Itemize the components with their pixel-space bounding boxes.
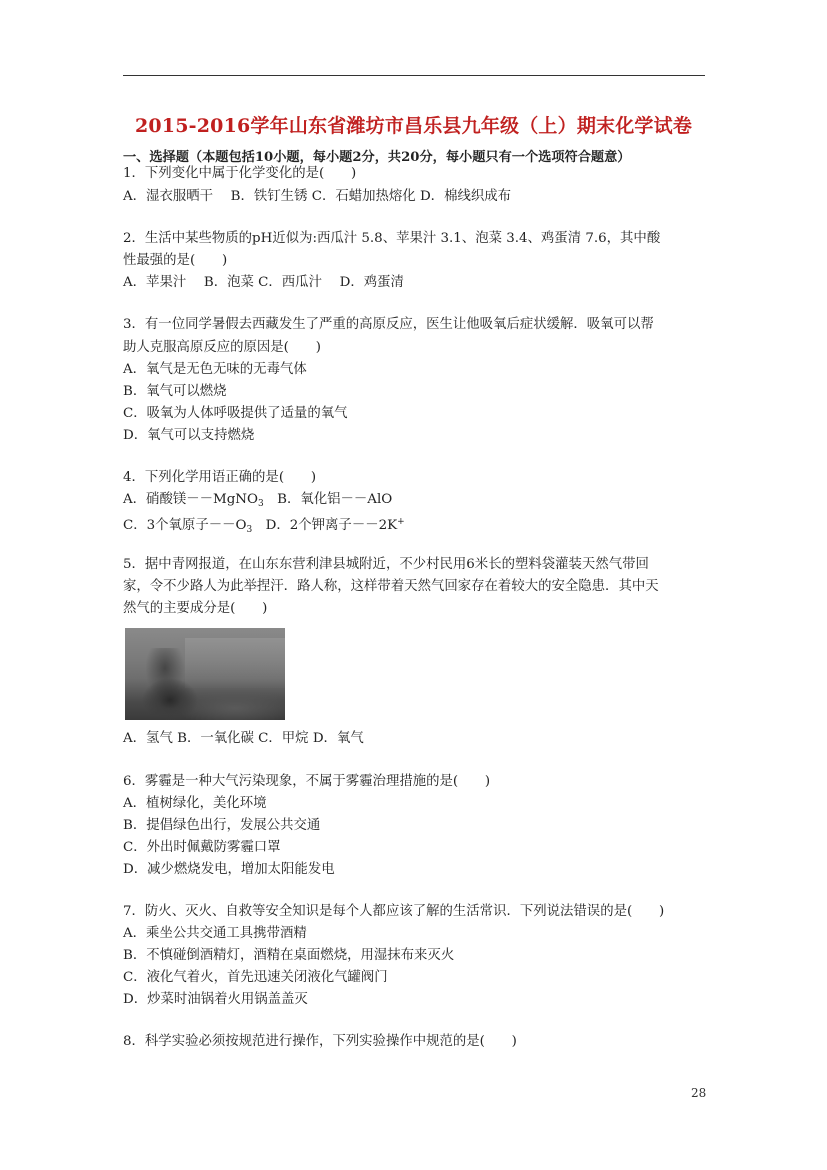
- q3-stem-line2: 助人克服高原反应的原因是( ): [123, 340, 321, 355]
- q3-option-d: D．氧气可以支持燃烧: [123, 428, 255, 443]
- q4-options-cd: [123, 513, 405, 539]
- q5-stem-line1: 5．据中青网报道，在山东东营利津县城附近，不少村民用6米长的塑料袋灌装天然气带回: [123, 557, 649, 572]
- q7-option-b: B．不慎碰倒酒精灯，酒精在桌面燃烧，用湿抹布来灭火: [123, 948, 455, 963]
- q7-option-d: D．炒菜时油锅着火用锅盖盖灭: [123, 992, 308, 1007]
- q3-option-c: C．吸氧为人体呼吸提供了适量的氧气: [123, 406, 348, 421]
- q4-option-a-subscript: 3: [258, 499, 264, 509]
- q5-photo: [125, 628, 285, 720]
- q4-option-d: D．2个钾离子－－2K: [252, 518, 398, 533]
- q8-stem: 8．科学实验必须按规范进行操作，下列实验操作中规范的是( ): [123, 1034, 517, 1049]
- q7-option-a: A．乘坐公共交通工具携带酒精: [123, 926, 307, 941]
- q6-option-d: D．减少燃烧发电，增加太阳能发电: [123, 862, 335, 877]
- q6-option-a: A．植树绿化，美化环境: [123, 796, 267, 811]
- q4-option-a: A．硝酸镁－－MgNO: [123, 492, 258, 507]
- q7-stem: 7．防火、灭火、自救等安全知识是每个人都应该了解的生活常识．下列说法错误的是( ): [123, 904, 665, 919]
- q3-option-a: A．氧气是无色无味的无毒气体: [123, 362, 307, 377]
- q4-option-d-superscript: +: [397, 517, 405, 527]
- q5-stem-line2: 家，令不少路人为此举捏汗．路人称，这样带着天然气回家存在着较大的安全隐患．其中天: [123, 579, 659, 594]
- q1-stem: 1．下列变化中属于化学变化的是( ): [123, 166, 357, 181]
- q5-stem-line3: 然气的主要成分是( ): [123, 601, 268, 616]
- q4-options-ab: [123, 491, 392, 513]
- q6-option-c: C．外出时佩戴防雾霾口罩: [123, 840, 281, 855]
- q3-option-b: B．氧气可以燃烧: [123, 384, 227, 399]
- q4-option-c-subscript: 3: [246, 525, 253, 535]
- q3-stem-line1: 3．有一位同学暑假去西藏发生了严重的高原反应，医生让他吸氧后症状缓解．吸氧可以帮: [123, 317, 654, 332]
- q2-options: A．苹果汁 B．泡菜 C．西瓜汁 D．鸡蛋清: [123, 275, 404, 290]
- section-header: 一、选择题（本题包括10小题，每小题2分，共20分，每小题只有一个选项符合题意）: [123, 150, 631, 165]
- q2-stem-line1: 2．生活中某些物质的pH近似为:西瓜汁 5.8、苹果汁 3.1、泡菜 3.4、鸡蛋清 7.6，其中酸: [123, 231, 661, 246]
- q4-option-c: C．3个氧原子－－O: [123, 518, 247, 533]
- photo-tree: [145, 648, 185, 698]
- q2-stem-line2: 性最强的是( ): [123, 253, 228, 268]
- q1-options: A．湿衣服晒干 B．铁钉生锈 C．石蜡加热熔化 D．棉线织成布: [123, 189, 512, 204]
- page-number: 28: [691, 1086, 707, 1100]
- photo-haze: [185, 638, 285, 688]
- q7-option-c: C．液化气着火，首先迅速关闭液化气罐阀门: [123, 970, 388, 985]
- header-rule: [123, 75, 705, 76]
- q4-option-b: B．氧化铝－－AlO: [263, 492, 393, 507]
- q4-stem: 4．下列化学用语正确的是( ): [123, 470, 317, 485]
- q5-options: A．氢气 B．一氧化碳 C．甲烷 D．氧气: [123, 731, 364, 746]
- q6-option-b: B．提倡绿色出行，发展公共交通: [123, 818, 321, 833]
- page-title: 2015-2016学年山东省潍坊市昌乐县九年级（上）期末化学试卷: [134, 115, 693, 137]
- q6-stem: 6．雾霾是一种大气污染现象，不属于雾霾治理措施的是( ): [123, 774, 491, 789]
